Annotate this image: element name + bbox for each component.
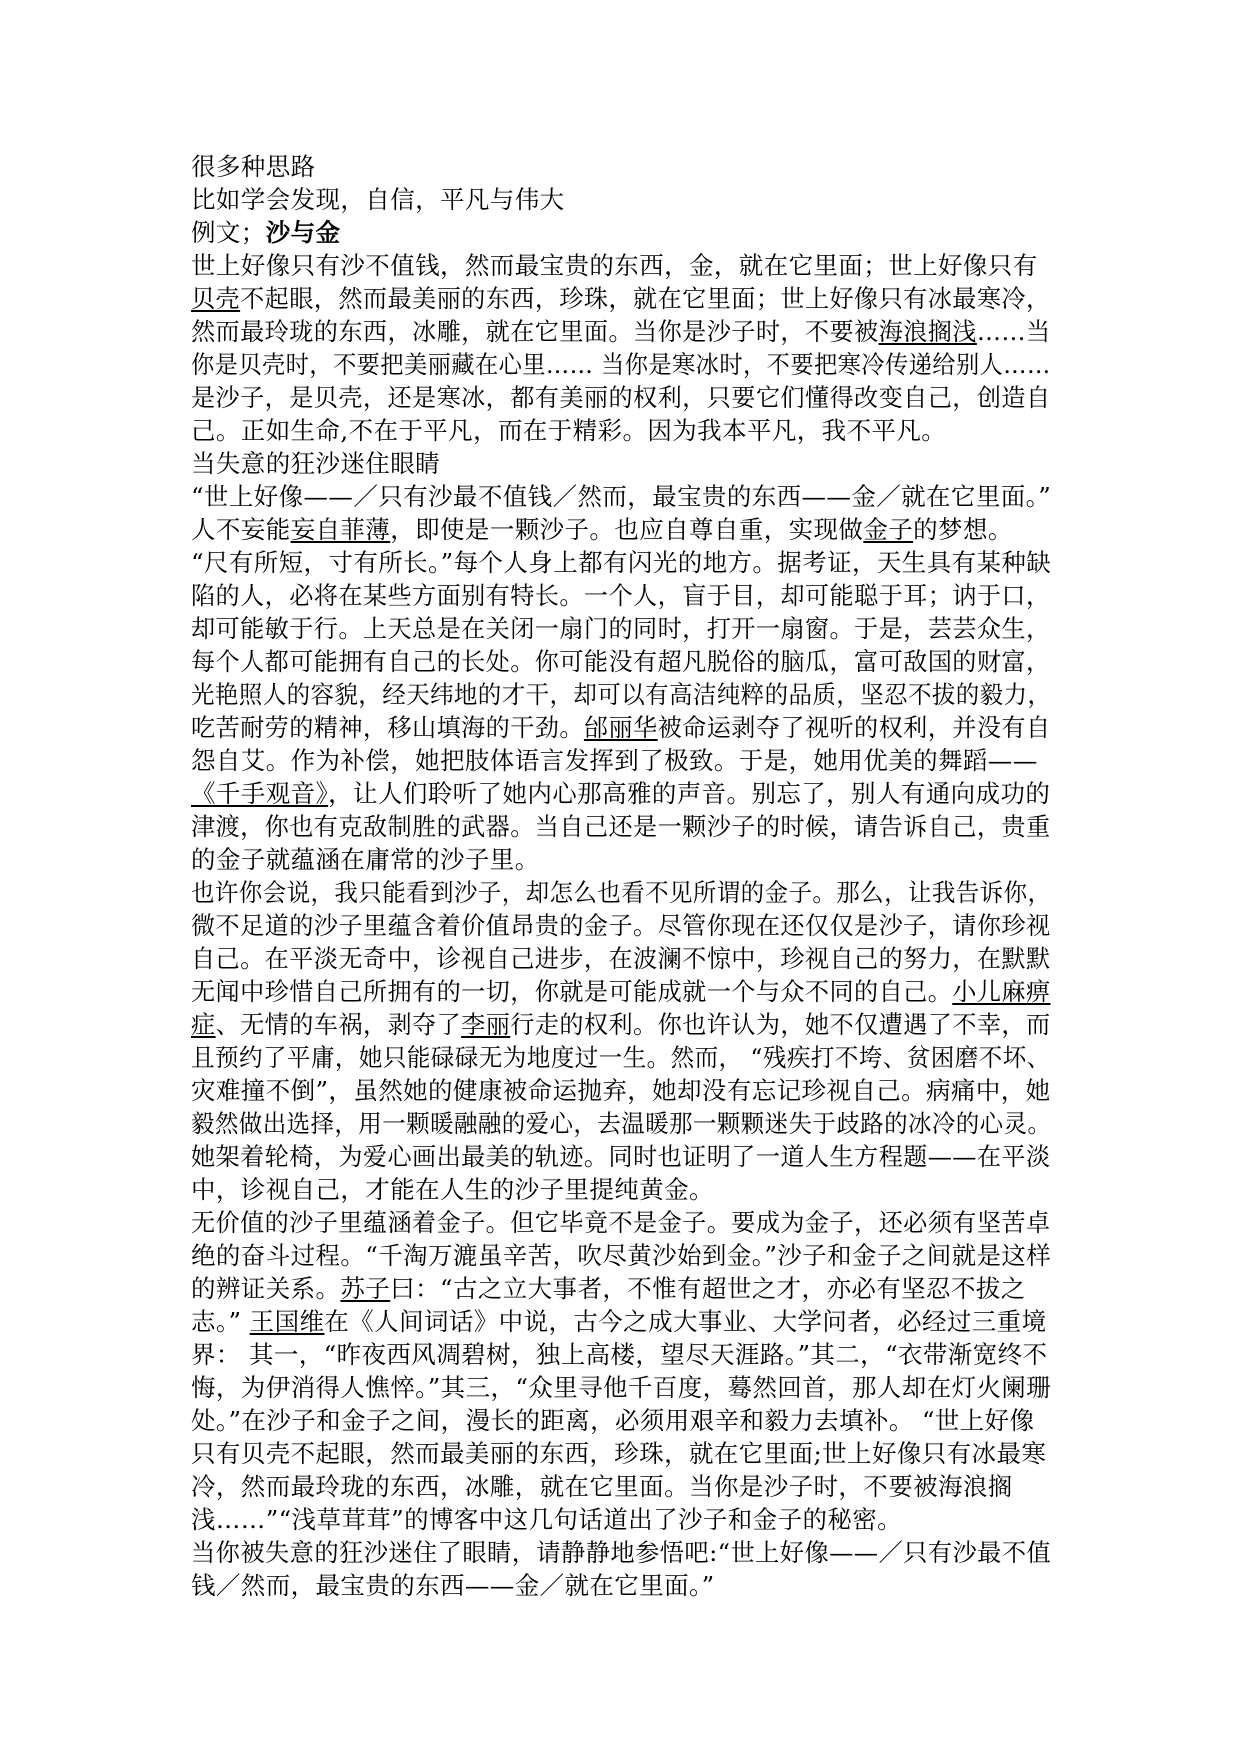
text-line xyxy=(191,1107,1052,1140)
text-line xyxy=(191,579,1051,612)
text-line xyxy=(191,216,1051,249)
text-segment: 无价值的沙子里蕴涵着金子。但它毕竟不是金子。要成为金子，还必须有坚苦卓 xyxy=(191,1208,1051,1237)
text-line xyxy=(191,150,1051,183)
text-segment: 绝的奋斗过程。“千淘万漉虽辛苦，吹尽黄沙始到金。”沙子和金子之间就是这样 xyxy=(191,1241,1052,1270)
text-segment: 只有贝壳不起眼，然而最美丽的东西，珍珠，就在它里面;世上好像只有冰最寒 xyxy=(191,1439,1047,1468)
text-segment: “尺有所短，寸有所长。”每个人身上都有闪光的地方。据考证，天生具有某种缺 xyxy=(191,548,1052,577)
text-line xyxy=(191,1272,1051,1305)
text-segment: 当失意的狂沙迷住眼睛 xyxy=(191,449,440,478)
text-segment: 却可能敏于行。上天总是在关闭一扇门的同时，打开一扇窗。于是，芸芸众生， xyxy=(191,614,1051,643)
text-line xyxy=(191,1173,1051,1206)
text-line xyxy=(191,942,1051,975)
text-line xyxy=(191,810,1051,843)
text-segment: 陷的人，必将在某些方面别有特长。一个人，盲于目，却可能聪于耳；讷于口， xyxy=(191,581,1051,610)
text-segment: 的金子就蕴涵在庸常的沙子里。 xyxy=(191,845,540,874)
text-line xyxy=(191,414,1051,447)
text-segment: 冷，然而最玲珑的东西，冰雕，就在它里面。当你是沙子时，不要被海浪搁 xyxy=(191,1472,1013,1501)
text-line xyxy=(191,711,1051,744)
underlined-term: 金子 xyxy=(863,515,914,544)
text-segment: 每个人都可能拥有自己的长处。你可能没有超凡脱俗的脑瓜，富可敌国的财富， xyxy=(191,647,1051,676)
text-line xyxy=(191,1569,1051,1602)
text-segment: 吃苦耐劳的精神，移山填海的干劲。 xyxy=(191,713,584,742)
text-segment: 的梦想。 xyxy=(913,515,1013,544)
text-segment: “世上好像——／只有沙最不值钱／然而，最宝贵的东西——金／就在它里面。” xyxy=(191,482,1052,511)
text-line xyxy=(191,1239,1051,1272)
text-line xyxy=(191,1338,1051,1371)
text-segment: ，让人们聆听了她内心那高雅的声音。别忘了，别人有通向成功的 xyxy=(328,779,1051,808)
text-line xyxy=(191,1536,1052,1569)
underlined-term: 小儿麻痹 xyxy=(952,977,1051,1006)
text-segment: 、无情的车祸，剥夺了 xyxy=(215,1010,462,1039)
text-line xyxy=(191,1140,1051,1173)
text-segment: 津渡，你也有克敌制胜的武器。当自己还是一颗沙子的时候，请告诉自己，贵重 xyxy=(191,812,1051,841)
text-segment: 被命运剥夺了视听的权利，并没有自 xyxy=(657,713,1051,742)
text-line xyxy=(191,480,1051,513)
text-line xyxy=(191,1404,1051,1437)
text-line xyxy=(191,447,1051,480)
text-line xyxy=(191,1041,1051,1074)
text-line xyxy=(191,1008,1051,1041)
text-segment: 比如学会发现，自信，平凡与伟大 xyxy=(191,185,565,214)
text-line xyxy=(191,381,1051,414)
text-line xyxy=(191,1437,1051,1470)
text-segment: 无闻中珍惜自己所拥有的一切，你就是可能成就一个与众不同的自己。 xyxy=(191,977,953,1006)
text-segment: 处。”在沙子和金子之间，漫长的距离，必须用艰辛和毅力去填补。 “世上好像 xyxy=(191,1406,1035,1435)
text-segment: 光艳照人的容貌，经天纬地的才干，却可以有高洁纯粹的品质，坚忍不拔的毅力， xyxy=(191,680,1052,709)
underlined-term: 海浪搁浅 xyxy=(878,317,977,346)
underlined-term: 《千手观音》 xyxy=(191,779,329,808)
text-segment: 浅……”“浅草茸茸”的博客中这几句话道出了沙子和金子的秘密。 xyxy=(191,1505,903,1534)
text-segment: 悔，为伊消得人憔悴。”其三，“众里寻他千百度，蓦然回首，那人却在灯火阑珊 xyxy=(191,1373,1052,1402)
text-segment: 不起眼，然而最美丽的东西，珍珠，就在它里面；世上好像只有冰最寒冷， xyxy=(240,284,1051,313)
underlined-term: 王国维 xyxy=(249,1307,325,1336)
text-line xyxy=(191,183,1051,216)
text-segment: 曰：“古之立大事者，不惟有超世之才，亦必有坚忍不拔之 xyxy=(390,1274,1026,1303)
text-line xyxy=(191,1074,1051,1107)
text-segment: 怨自艾。作为补偿，她把肢体语言发挥到了极致。于是，她用优美的舞蹈—— xyxy=(191,746,1038,775)
text-line xyxy=(191,1206,1051,1239)
text-segment: 世上好像只有沙不值钱，然而最宝贵的东西，金，就在它里面；世上好像只有 xyxy=(191,251,1038,280)
text-line xyxy=(191,513,1051,546)
text-line xyxy=(191,678,1052,711)
text-segment: 在《人间词话》中说，古今之成大事业、大学问者，必经过三重境 xyxy=(324,1307,1047,1336)
text-line xyxy=(191,975,1051,1008)
text-segment: 她架着轮椅，为爱心画出最美的轨迹。同时也证明了一道人生方程题——在平淡 xyxy=(191,1142,1051,1171)
underlined-term: 症 xyxy=(191,1010,216,1039)
text-line xyxy=(191,645,1051,678)
underlined-term: 妄自菲薄 xyxy=(290,515,391,544)
text-segment: 中，诊视自己，才能在人生的沙子里提纯黄金。 xyxy=(191,1175,714,1204)
text-segment: 很多种思路 xyxy=(191,152,316,181)
text-line xyxy=(191,1503,1051,1536)
text-line xyxy=(191,1305,1051,1338)
text-line xyxy=(191,777,1051,810)
text-segment: 是沙子，是贝壳，还是寒冰，都有美丽的权利，只要它们懂得改变自己，创造自 xyxy=(191,383,1051,412)
text-segment: 自己。在平淡无奇中，诊视自己进步，在波澜不惊中，珍视自己的努力，在默默 xyxy=(191,944,1051,973)
bold-title: 沙与金 xyxy=(265,218,341,247)
text-segment: 界： 其一，“昨夜西风凋碧树，独上高楼，望尽天涯路。”其二，“衣带渐宽终不 xyxy=(191,1340,1048,1369)
text-line xyxy=(191,843,1051,876)
underlined-term: 邰丽华 xyxy=(583,713,658,742)
text-segment: 灾难撞不倒”，虽然她的健康被命运抛弃，她却没有忘记珍视自己。病痛中，她 xyxy=(191,1076,1051,1105)
text-segment: 例文； xyxy=(191,218,266,247)
text-segment: 当你被失意的狂沙迷住了眼睛，请静静地参悟吧:“世上好像——／只有沙最不值 xyxy=(191,1538,1052,1567)
text-line xyxy=(191,249,1051,282)
text-line xyxy=(191,348,1051,381)
underlined-term: 李丽 xyxy=(461,1010,511,1039)
text-line xyxy=(191,1470,1051,1503)
text-segment: 你是贝壳时，不要把美丽藏在心里…… 当你是寒冰时，不要把寒冷传递给别人…… xyxy=(191,350,1051,379)
text-line xyxy=(191,744,1051,777)
text-line xyxy=(191,909,1051,942)
text-segment: 行走的权利。你也许认为，她不仅遭遇了不幸，而 xyxy=(510,1010,1051,1039)
underlined-term: 贝壳 xyxy=(191,284,241,313)
text-segment: 己。正如生命,不在于平凡，而在于精彩。因为我本平凡，我不平凡。 xyxy=(191,416,947,445)
text-line xyxy=(191,1371,1051,1404)
text-segment: ……当 xyxy=(976,317,1051,346)
text-segment: 微不足道的沙子里蕴含着价值昂贵的金子。尽管你现在还仅仅是沙子，请你珍视 xyxy=(191,911,1051,940)
text-segment: 也许你会说，我只能看到沙子，却怎么也看不见所谓的金子。那么，让我告诉你， xyxy=(191,878,1052,907)
underlined-term: 苏子 xyxy=(340,1274,391,1303)
text-segment: 然而最玲珑的东西，冰雕，就在它里面。当你是沙子时，不要被 xyxy=(191,317,879,346)
text-line xyxy=(191,315,1051,348)
text-line xyxy=(191,612,1051,645)
text-segment: 的辨证关系。 xyxy=(191,1274,341,1303)
text-segment: 钱／然而，最宝贵的东西——金／就在它里面。” xyxy=(191,1571,715,1600)
document-body xyxy=(191,150,1051,1602)
text-line xyxy=(191,546,1051,579)
text-segment: 人不妄能 xyxy=(191,515,291,544)
text-segment: 志。” xyxy=(191,1307,250,1336)
text-line xyxy=(191,876,1052,909)
text-segment: 毅然做出选择，用一颗暖融融的爱心，去温暖那一颗颗迷失于歧路的冰冷的心灵。 xyxy=(191,1109,1052,1138)
text-line xyxy=(191,282,1051,315)
text-segment: 且预约了平庸，她只能碌碌无为地度过一生。然而， “残疾打不垮、贫困磨不坏、 xyxy=(191,1043,1051,1072)
text-segment: ，即使是一颗沙子。也应自尊自重，实现做 xyxy=(390,515,864,544)
